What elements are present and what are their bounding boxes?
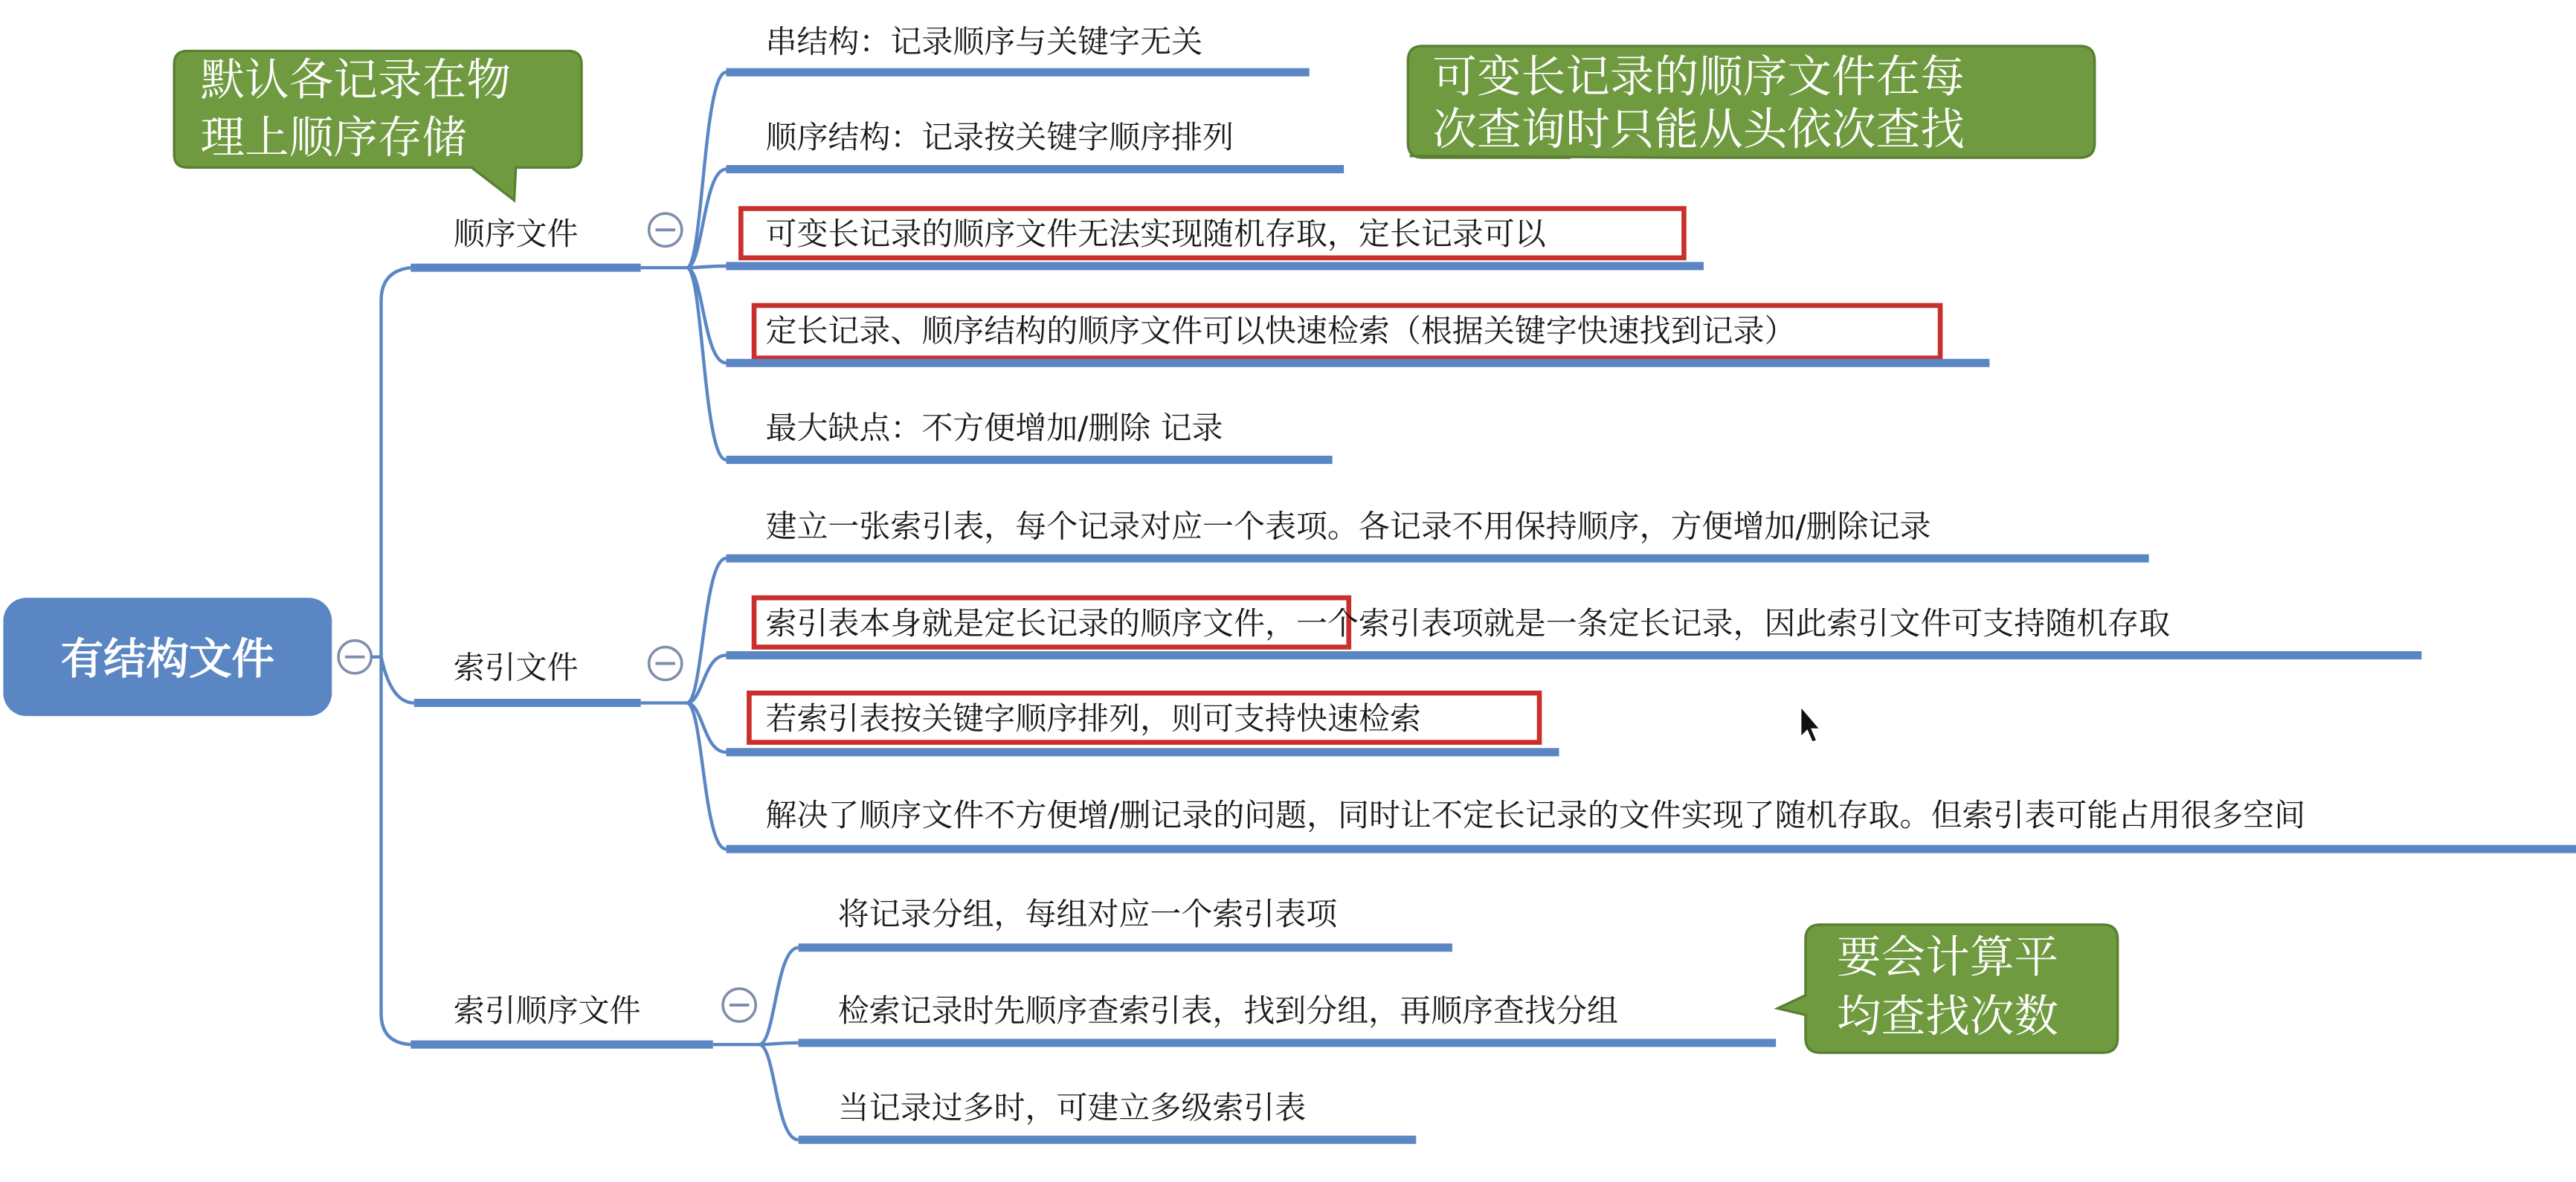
svg-text:理上顺序存储: 理上顺序存储 <box>200 112 467 164</box>
leaf-sequential-structure <box>726 119 1344 169</box>
branch-index-connectors <box>641 558 727 849</box>
svg-text:顺序结构：记录按关键字顺序排列: 顺序结构：记录按关键字顺序排列 <box>765 118 1234 155</box>
branch-label: 索引文件 <box>453 649 579 686</box>
svg-text:默认各记录在物: 默认各记录在物 <box>200 55 511 107</box>
branch-index-collapse-button[interactable] <box>649 647 682 679</box>
leaf-group-records <box>799 896 1452 948</box>
svg-text:检索记录时先顺序查索引表，找到分组，再顺序查找分组: 检索记录时先顺序查索引表，找到分组，再顺序查找分组 <box>837 992 1618 1030</box>
svg-text:当记录过多时，可建立多级索引表: 当记录过多时，可建立多级索引表 <box>837 1089 1307 1126</box>
branch-sequential-collapse-button[interactable] <box>649 213 682 246</box>
callout-physical-sequential-storage <box>174 51 582 200</box>
svg-text:次查询时只能从头依次查找: 次查询时只能从头依次查找 <box>1432 104 1965 156</box>
leaf-index-table-fixed-length <box>726 598 2421 655</box>
svg-text:均查找次数: 均查找次数 <box>1836 991 2059 1043</box>
svg-text:解决了顺序文件不方便增/删记录的问题，同时让不定长记录的文件: 解决了顺序文件不方便增/删记录的问题，同时让不定长记录的文件实现了随机存取。但索引表可能占用很多空间 <box>765 797 2306 834</box>
leaf-string-structure <box>726 24 1309 73</box>
leaf-index-table-fast-search <box>726 693 1559 752</box>
branch-sequential-file[interactable] <box>410 216 640 268</box>
svg-text:最大缺点：不方便增加/删除 记录: 最大缺点：不方便增加/删除 记录 <box>765 409 1223 446</box>
branch-indexed-sequential-connectors <box>713 948 799 1140</box>
leaf-build-index-table <box>726 508 2148 558</box>
leaf-variable-length-random-access <box>726 209 1703 266</box>
branch-index-file[interactable] <box>414 649 641 703</box>
svg-text:定长记录、顺序结构的顺序文件可以快速检索（根据关键字快速找到: 定长记录、顺序结构的顺序文件可以快速检索（根据关键字快速找到记录） <box>765 312 1796 349</box>
root-collapse-button[interactable] <box>338 641 371 674</box>
svg-text:可变长记录的顺序文件无法实现随机存取，定长记录可以: 可变长记录的顺序文件无法实现随机存取，定长记录可以 <box>765 216 1546 253</box>
leaf-solves-problem <box>726 797 2576 849</box>
svg-text:索引表本身就是定长记录的顺序文件，一个索引表项就是一条定长记: 索引表本身就是定长记录的顺序文件，一个索引表项就是一条定长记录，因此索引文件可支持随机存取 <box>765 604 2171 642</box>
leaf-fixed-length-fast-search <box>726 306 1989 363</box>
leaf-biggest-drawback <box>726 410 1332 460</box>
svg-text:建立一张索引表，每个记录对应一个表项。各记录不用保持顺序，方: 建立一张索引表，每个记录对应一个表项。各记录不用保持顺序，方便增加/删除记录 <box>765 508 1931 545</box>
svg-text:串结构：记录顺序与关键字无关: 串结构：记录顺序与关键字无关 <box>765 23 1203 60</box>
branch-label: 索引顺序文件 <box>453 992 641 1030</box>
branch-label: 顺序文件 <box>453 216 579 253</box>
branch-indexed-sequential-collapse-button[interactable] <box>723 989 756 1021</box>
svg-text:若索引表按关键字顺序排列，则可支持快速检索: 若索引表按关键字顺序排列，则可支持快速检索 <box>765 700 1421 737</box>
callout-average-search-count <box>1777 925 2117 1053</box>
root-node-label: 有结构文件 <box>60 633 274 684</box>
callout-variable-length-search <box>1408 46 2094 158</box>
branch-indexed-sequential-file[interactable] <box>410 992 712 1044</box>
root-node[interactable] <box>3 598 332 716</box>
trunk-line <box>371 268 413 1044</box>
leaf-search-procedure <box>799 992 1776 1043</box>
mouse-pointer-icon <box>1800 706 1820 743</box>
svg-text:可变长记录的顺序文件在每: 可变长记录的顺序文件在每 <box>1432 51 1965 103</box>
svg-text:将记录分组，每组对应一个索引表项: 将记录分组，每组对应一个索引表项 <box>837 895 1338 932</box>
leaf-multilevel-index <box>799 1089 1417 1140</box>
svg-text:要会计算平: 要会计算平 <box>1836 931 2059 984</box>
branch-sequential-connectors <box>641 72 727 459</box>
